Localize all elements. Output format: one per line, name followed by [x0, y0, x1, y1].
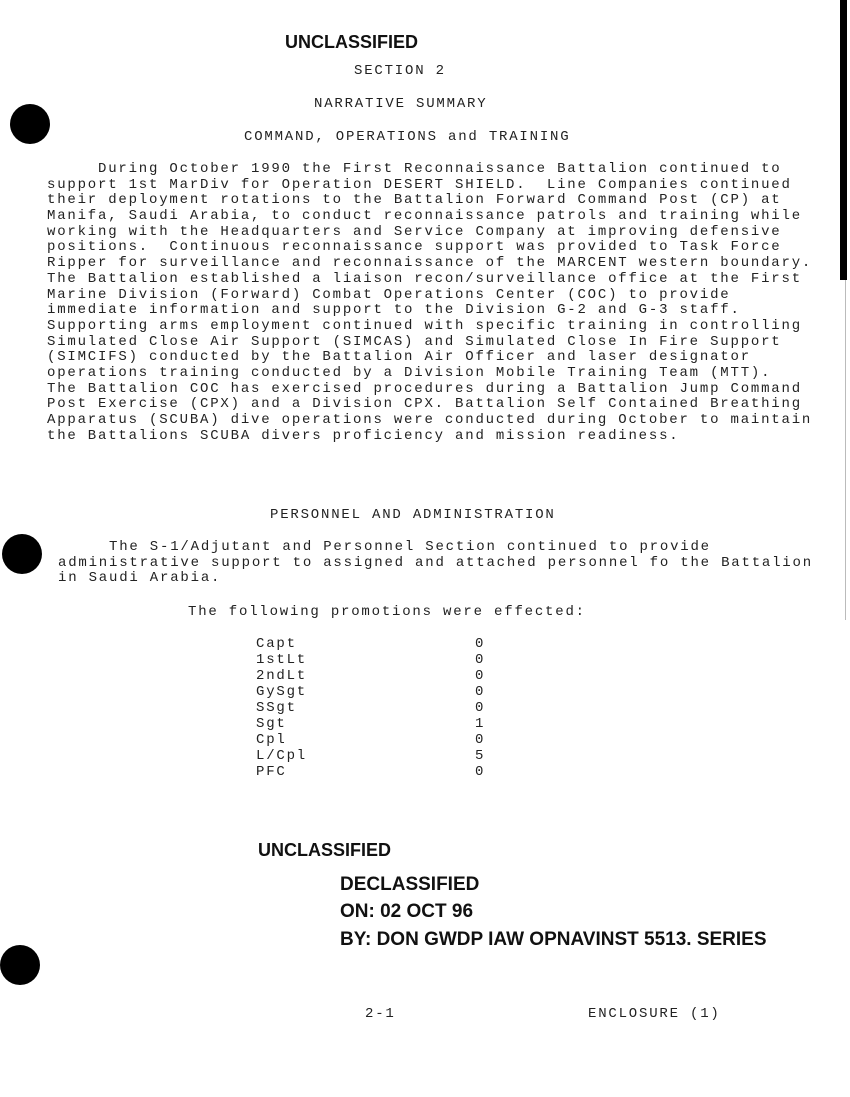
- promotion-row: [256, 637, 485, 653]
- promotion-row: [256, 717, 485, 733]
- promotions-intro: The following promotions were effected:: [188, 604, 586, 620]
- text-line: During October 1990 the First Reconnaissance Battalion continued to: [47, 161, 782, 177]
- count: 0: [475, 684, 486, 700]
- page-number: 2-1: [365, 1006, 396, 1022]
- rank: GySgt: [256, 684, 308, 700]
- text-line: Supporting arms employment continued with specific training in controlling: [47, 317, 802, 334]
- section-subtitle: COMMAND, OPERATIONS and TRAINING: [244, 129, 571, 145]
- narrative-paragraph: [47, 162, 812, 444]
- promotion-row: [256, 669, 485, 685]
- declassified-date: ON: 02 OCT 96: [340, 901, 474, 922]
- punch-hole: [0, 945, 40, 985]
- text-line: Marine Division (Forward) Combat Operations Center (COC) to provide: [47, 286, 731, 303]
- text-line: in Saudi Arabia.: [58, 570, 222, 587]
- text-line: Ripper for surveillance and reconnaissance of the MARCENT western boundary.: [47, 255, 813, 272]
- count: 0: [475, 764, 486, 780]
- rank: Capt: [256, 636, 297, 652]
- promotion-row: [256, 749, 485, 765]
- rank: Sgt: [256, 716, 287, 732]
- text-line: Apparatus (SCUBA) dive operations were conducted during October to maintain: [47, 412, 813, 428]
- rank: PFC: [256, 764, 287, 780]
- count: 1: [475, 716, 486, 732]
- text-line: Post Exercise (CPX) and a Division CPX. Battalion Self Contained Breathing: [47, 396, 802, 413]
- text-line: support 1st MarDiv for Operation DESERT SHIELD. Line Companies continued: [47, 176, 792, 193]
- section-label: SECTION 2: [354, 63, 446, 79]
- punch-hole: [2, 534, 42, 574]
- promotion-row: [256, 701, 485, 717]
- promotion-row: [256, 653, 485, 669]
- promotion-row: [256, 765, 485, 781]
- text-line: immediate information and support to the Division G-2 and G-3 staff.: [47, 302, 741, 319]
- rank: 1stLt: [256, 652, 308, 668]
- rank: L/Cpl: [256, 748, 308, 764]
- promotion-row: [256, 685, 485, 701]
- count: 0: [475, 652, 486, 668]
- personnel-paragraph: [58, 540, 813, 587]
- declassified-line: DECLASSIFIED: [340, 874, 480, 895]
- text-line: their deployment rotations to the Battalion Forward Command Post (CP) at: [47, 192, 782, 209]
- classification-footer: UNCLASSIFIED: [258, 840, 392, 860]
- text-line: Simulated Close Air Support (SIMCAS) and Simulated Close In Fire Support: [47, 333, 782, 350]
- count: 0: [475, 700, 486, 716]
- text-line: the Battalions SCUBA divers proficiency and mission readiness.: [47, 427, 680, 444]
- text-line: (SIMCIFS) conducted by the Battalion Air Officer and laser designator: [47, 349, 751, 366]
- text-line: The S-1/Adjutant and Personnel Section continued to provide: [58, 539, 711, 555]
- text-line: The Battalion COC has exercised procedures during a Battalion Jump Command: [47, 380, 802, 397]
- text-line: positions. Continuous reconnaissance support was provided to Task Force: [47, 239, 782, 256]
- scan-edge: [845, 280, 846, 620]
- rank: Cpl: [256, 732, 287, 748]
- rank: 2ndLt: [256, 668, 308, 684]
- count: 0: [475, 668, 486, 684]
- count: 0: [475, 636, 486, 652]
- text-line: operations training conducted by a Division Mobile Training Team (MTT).: [47, 364, 772, 381]
- scan-edge: [840, 0, 847, 280]
- classification-header: UNCLASSIFIED: [285, 32, 419, 52]
- text-line: Manifa, Saudi Arabia, to conduct reconnaissance patrols and training while: [47, 208, 802, 225]
- count: 5: [475, 748, 486, 764]
- declassified-authority: BY: DON GWDP IAW OPNAVINST 5513. SERIES: [340, 929, 767, 950]
- section-title: NARRATIVE SUMMARY: [314, 96, 488, 112]
- punch-hole: [10, 104, 50, 144]
- text-line: The Battalion established a liaison recon/surveillance office at the First: [47, 270, 802, 287]
- enclosure-label: ENCLOSURE (1): [588, 1006, 721, 1022]
- text-line: administrative support to assigned and attached personnel fo the Battalion: [58, 554, 813, 571]
- text-line: working with the Headquarters and Service Company at improving defensive: [47, 223, 782, 240]
- personnel-heading: PERSONNEL AND ADMINISTRATION: [270, 507, 556, 523]
- rank: SSgt: [256, 700, 297, 716]
- count: 0: [475, 732, 486, 748]
- promotion-row: [256, 733, 485, 749]
- promotions-table: [256, 637, 485, 781]
